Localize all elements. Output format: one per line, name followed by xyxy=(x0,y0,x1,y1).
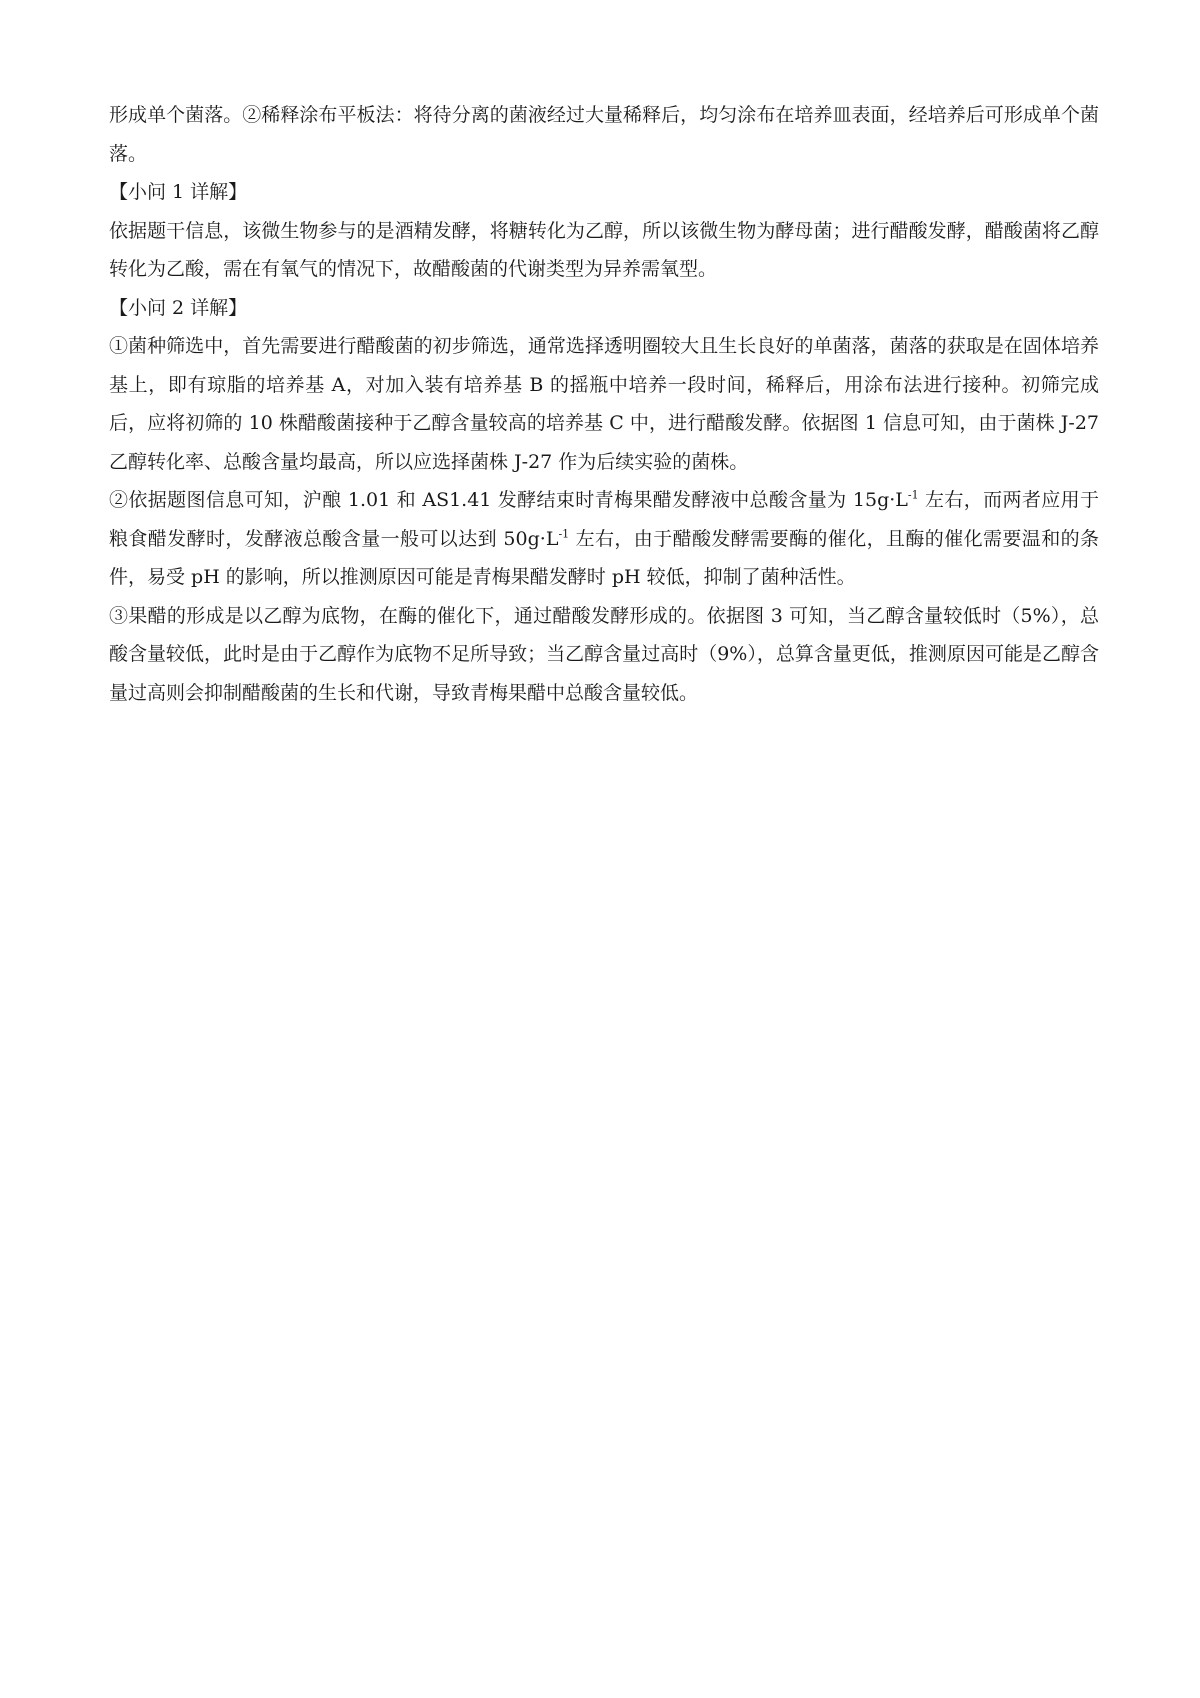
document-body xyxy=(109,96,1099,712)
superscript: -1 xyxy=(558,527,570,541)
heading-question-2: 【小问 2 详解】 xyxy=(109,296,248,319)
text-segment: 左右，由于醋酸发酵需要酶的催化，且酶的催化需要温和的条件，易受 pH 的影响，所以推测原因可能是青梅果醋发酵时 pH 较低，抑制了菌种活性。 xyxy=(109,527,1099,588)
heading-question-1: 【小问 1 详解】 xyxy=(109,181,248,203)
paragraph-question-1-answer: 依据题干信息，该微生物参与的是酒精发酵，将糖转化为乙醇，所以该微生物为酵母菌；进行醋酸发酵，醋酸菌将乙醇转化为乙酸，需在有氧气的情况下，故醋酸菌的代谢类型为异养需氧型。 xyxy=(109,219,1099,280)
paragraph-total-acid-ph xyxy=(109,481,1099,597)
text-segment: ②依据题图信息可知，沪酿 1.01 和 AS1.41 发酵结束时青梅果醋发酵液中总酸含量为 15g·L xyxy=(109,489,908,511)
text-segment: 左右，而两者应用于粮食醋发酵时，发酵液总酸含量一般可以达到 50g·L xyxy=(109,489,1100,550)
superscript: -1 xyxy=(907,488,919,502)
paragraph-ethanol-content: ③果醋的形成是以乙醇为底物，在酶的催化下，通过醋酸发酵形成的。依据图 3 可知，当乙醇含量较低时（5%），总酸含量较低，此时是由于乙醇作为底物不足所导致；当乙醇含量过高时（9%），总算含量更低，推测原因可能是乙醇含量过高则会抑制醋酸菌的生长和代谢，导致青梅果醋中总酸含量较低。 xyxy=(109,604,1099,704)
paragraph-strain-screening: ①菌种筛选中，首先需要进行醋酸菌的初步筛选，通常选择透明圈较大且生长良好的单菌落，菌落的获取是在固体培养基上，即有琼脂的培养基 A，对加入装有培养基 B 的摇瓶中培养一段时间，稀释后，用涂布法进行接种。初筛完成后，应将初筛的 10 株醋酸菌接种于乙醇含量较高的培养基 C 中，进行醋酸发酵。依据图 1 信息可知，由于菌株 J-27 乙醇转化率、总酸含量均最高，所以应选择菌株 J-27 作为后续实验的菌株。 xyxy=(109,335,1099,473)
paragraph-spread-plate-method: 形成单个菌落。②稀释涂布平板法：将待分离的菌液经过大量稀释后，均匀涂布在培养皿表面，经培养后可形成单个菌落。 xyxy=(109,104,1099,165)
